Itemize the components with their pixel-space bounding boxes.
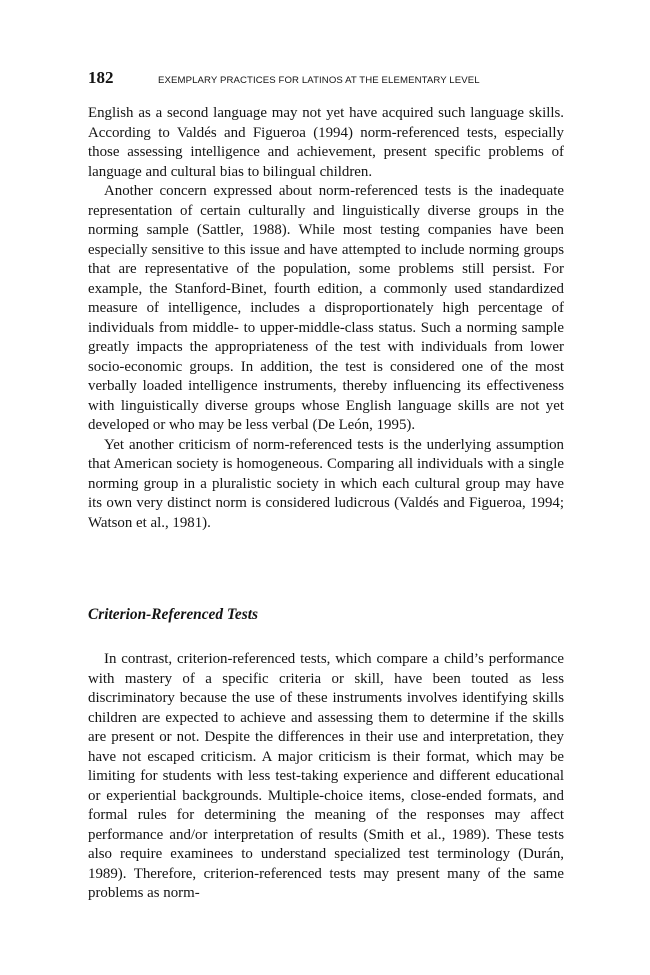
running-head (88, 68, 564, 90)
paragraph-3: Yet another criticism of norm-referenced tests is the underlying assumption that American society is homogeneous. Comparing all individuals with a single norming group in a pluralistic society in which each cultural group may have its own very distinct norm is considered ludicrous (Valdés and Figueroa, 1994; Watson et al., 1981). (88, 436, 564, 531)
paragraph-1: English as a second language may not yet have acquired such language skills. According to Valdés and Figueroa (1994) norm-referenced tests, especially those assessing intelligence and achievement, present specific problems of language and cultural bias to bilingual children. (88, 105, 564, 180)
section-paragraph-1: In contrast, criterion-referenced tests, which compare a child’s performance with mastery of a specific criteria or skill, have been touted as less discriminatory because the use of these instruments involves identifying skills children are expected to achieve and assessing them to determine if the skills are present or not. Despite the differences in their use and interpretation, they have not escaped criticism. A major criticism is their format, which may be limiting for students with less test-taking experience and different educational or experiential backgrounds. Multiple-choice items, close-ended formats, and formal rules for determining the meaning of the responses may affect performance and/or interpretation of results (Smith et al., 1989). These tests also require examinees to understand specialized test terminology (Durán, 1989). Therefore, criterion-referenced tests may present many of the same problems as norm- (88, 651, 564, 901)
page-content (88, 68, 564, 901)
page-number: 182 (88, 68, 114, 87)
running-title: EXEMPLARY PRACTICES FOR LATINOS AT THE ELEMENTARY LEVEL (158, 75, 480, 86)
section-heading: Criterion-Referenced Tests (88, 606, 258, 623)
section-body (88, 650, 564, 904)
paragraph-2: Another concern expressed about norm-referenced tests is the inadequate representation of certain culturally and linguistically diverse groups in the norming sample (Sattler, 1988). While most testing companies have been especially sensitive to this issue and have attempted to include norming groups that are representative of the population, some problems still persist. For example, the Stanford-Binet, fourth edition, a commonly used standardized measure of intelligence, includes a disproportionately high percentage of individuals from middle- to upper-middle-class status. Such a norming sample greatly impacts the appropriateness of the test with individuals from lower socio-economic groups. In addition, the test is considered one of the most verbally loaded intelligence instruments, thereby influencing its effectiveness with linguistically diverse groups whose English language skills are not yet developed or who may be less verbal (De León, 1995). (88, 183, 564, 433)
